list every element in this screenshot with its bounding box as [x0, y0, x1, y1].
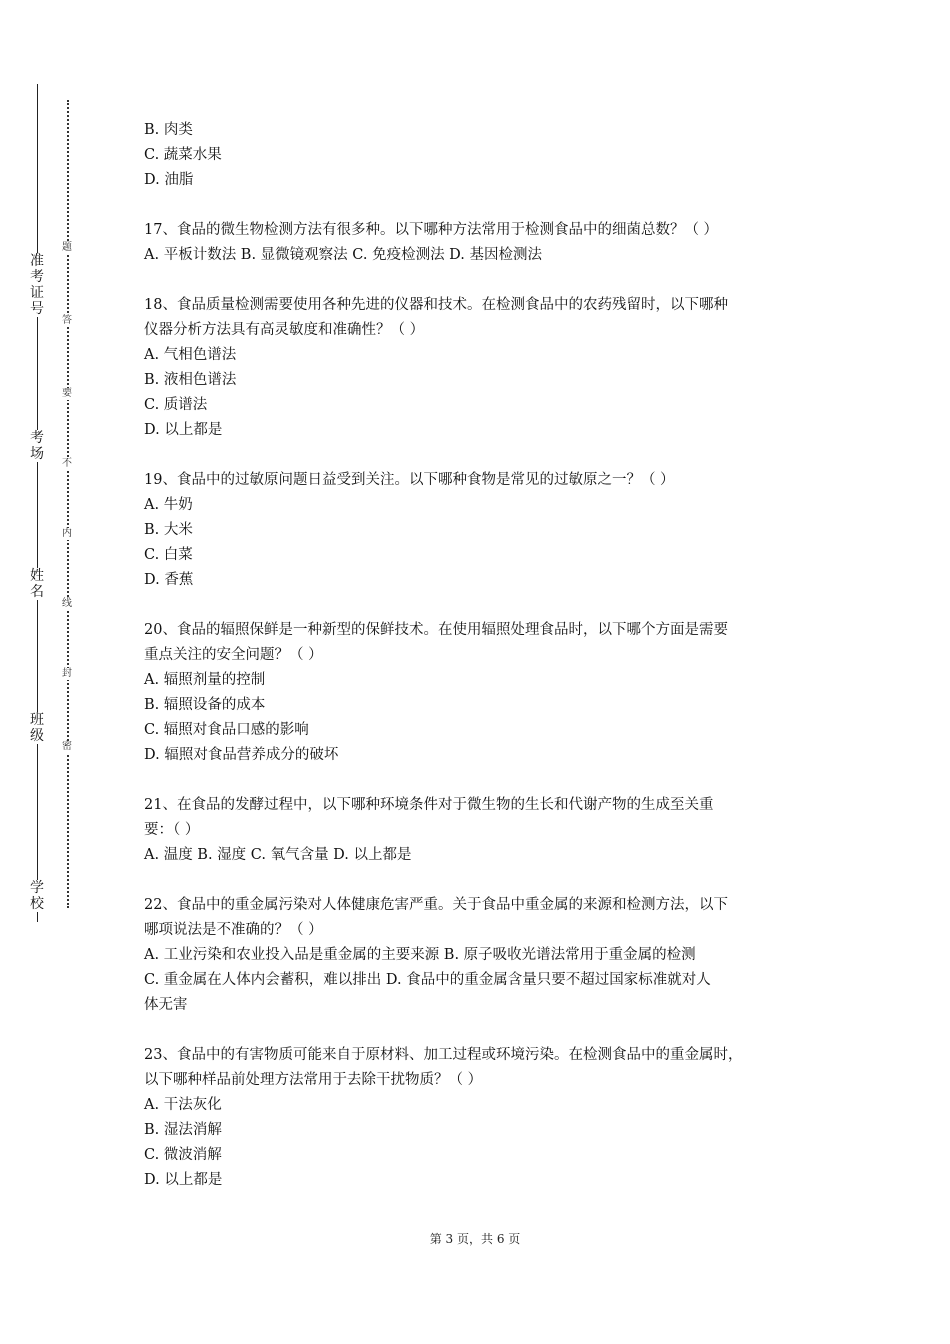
- question-list: [144, 218, 814, 1193]
- question-stem: 22、食品中的重金属污染对人体健康危害严重。关于食品中重金属的来源和检测方法，以下: [144, 897, 728, 913]
- question-line: 要：（ ）: [144, 822, 200, 838]
- seal-char: 封: [62, 668, 72, 679]
- question-block: [144, 793, 814, 868]
- option-line: B. 肉类: [144, 122, 193, 138]
- question-stem: 23、食品中的有害物质可能来自于原材料、加工过程或环境污染。在检测食品中的重金属时，: [144, 1047, 743, 1063]
- question-stem: 21、在食品的发酵过程中，以下哪种环境条件对于微生物的生长和代谢产物的生成至关重: [144, 797, 714, 813]
- question-block: [144, 1043, 814, 1193]
- question-line: A. 辐照剂量的控制: [144, 672, 266, 688]
- seal-char: 答: [62, 315, 72, 326]
- question-block: [144, 893, 814, 1018]
- question-continuation: [144, 118, 814, 193]
- question-block: [144, 468, 814, 593]
- margin-field-label: 准 考 证 号: [22, 253, 52, 317]
- seal-char: 要: [62, 388, 72, 399]
- seal-char: 题: [62, 242, 72, 253]
- question-line: C. 辐照对食品口感的影响: [144, 722, 309, 738]
- question-stem: 18、食品质量检测需要使用各种先进的仪器和技术。在检测食品中的农药残留时，以下哪种: [144, 297, 728, 313]
- seal-char: 内: [62, 528, 72, 539]
- question-line: A. 工业污染和农业投入品是重金属的主要来源 B. 原子吸收光谱法常用于重金属的检测: [144, 947, 696, 963]
- question-block: [144, 218, 814, 268]
- seal-char: 线: [62, 598, 72, 609]
- question-line: C. 微波消解: [144, 1147, 222, 1163]
- question-line: B. 大米: [144, 522, 193, 538]
- question-line: B. 湿法消解: [144, 1122, 222, 1138]
- question-line: A. 气相色谱法: [144, 347, 237, 363]
- margin-field-label: 考 场: [22, 430, 52, 462]
- question-line: D. 以上都是: [144, 1172, 223, 1188]
- question-line: 以下哪种样品前处理方法常用于去除干扰物质？（ ）: [144, 1072, 483, 1088]
- question-line: 体无害: [144, 997, 188, 1013]
- margin-field-label: 姓 名: [22, 568, 52, 600]
- question-line: B. 液相色谱法: [144, 372, 237, 388]
- option-line: C. 蔬菜水果: [144, 147, 222, 163]
- question-stem: 19、食品中的过敏原问题日益受到关注。以下哪种食物是常见的过敏原之一？（ ）: [144, 472, 675, 488]
- question-line: A. 平板计数法 B. 显微镜观察法 C. 免疫检测法 D. 基因检测法: [144, 247, 543, 263]
- margin-field-label: 学 校: [22, 880, 52, 912]
- question-line: B. 辐照设备的成本: [144, 697, 266, 713]
- question-line: 重点关注的安全问题？（ ）: [144, 647, 323, 663]
- seal-char: 不: [62, 458, 72, 469]
- seal-char: 密: [62, 741, 72, 752]
- question-line: D. 辐照对食品营养成分的破坏: [144, 747, 339, 763]
- question-stem: 20、食品的辐照保鲜是一种新型的保鲜技术。在使用辐照处理食品时，以下哪个方面是需要: [144, 622, 728, 638]
- question-block: [144, 293, 814, 443]
- option-line: D. 油脂: [144, 172, 194, 188]
- question-line: C. 白菜: [144, 547, 193, 563]
- question-block: [144, 618, 814, 768]
- question-line: 仪器分析方法具有高灵敏度和准确性？（ ）: [144, 322, 425, 338]
- binding-solid-line: [37, 84, 38, 922]
- margin-field-label: 班 级: [22, 712, 52, 744]
- question-line: 哪项说法是不准确的？（ ）: [144, 922, 323, 938]
- page-content: [144, 118, 814, 1193]
- question-stem: 17、食品的微生物检测方法有很多种。以下哪种方法常用于检测食品中的细菌总数？（ ）: [144, 222, 719, 238]
- question-line: D. 以上都是: [144, 422, 223, 438]
- question-line: C. 质谱法: [144, 397, 208, 413]
- seal-dotted-line: [67, 100, 69, 908]
- question-line: D. 香蕉: [144, 572, 194, 588]
- page-footer: 第 3 页，共 6 页: [429, 1232, 521, 1246]
- question-line: A. 温度 B. 湿度 C. 氧气含量 D. 以上都是: [144, 847, 412, 863]
- question-line: A. 干法灰化: [144, 1097, 222, 1113]
- question-line: A. 牛奶: [144, 497, 193, 513]
- question-line: C. 重金属在人体内会蓄积，难以排出 D. 食品中的重金属含量只要不超过国家标准就对人: [144, 972, 711, 988]
